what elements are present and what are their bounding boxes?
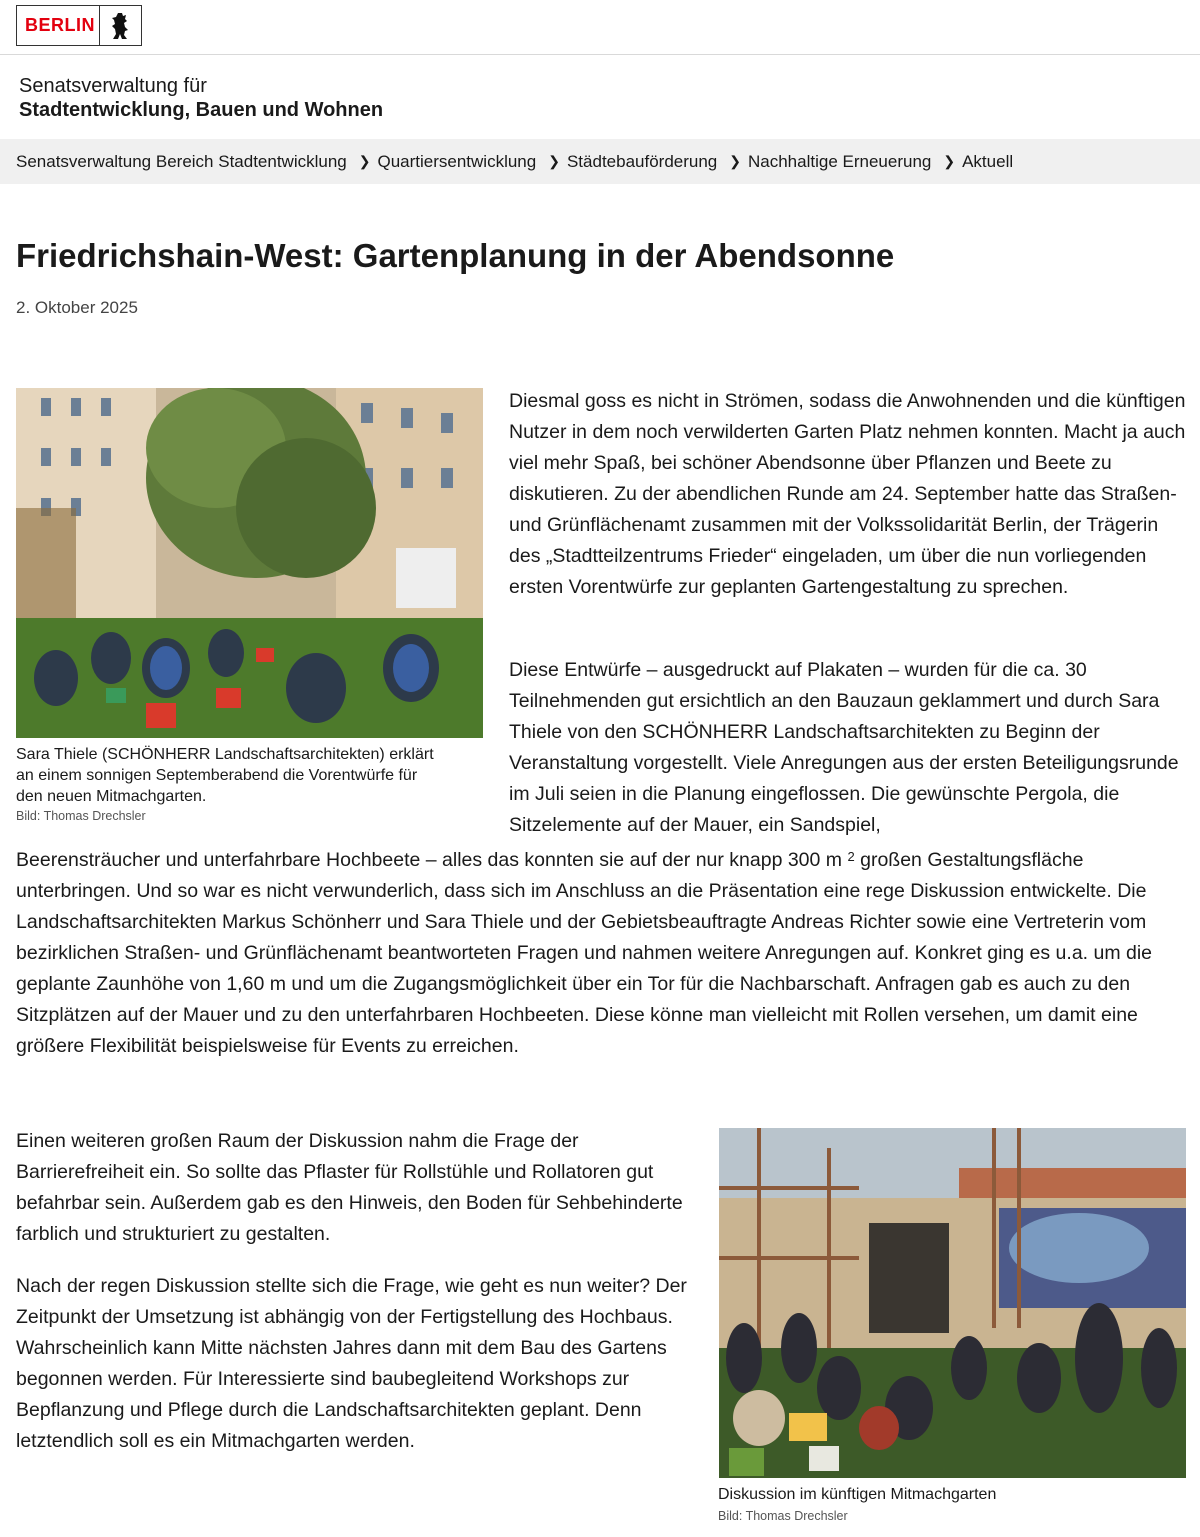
- article-paragraph: [509, 655, 1189, 841]
- berlin-bear-icon: [99, 6, 141, 45]
- breadcrumb-item[interactable]: [717, 152, 931, 172]
- breadcrumb-label: Senatsverwaltung Bereich Stadtentwicklung: [16, 151, 347, 171]
- discussion-photo[interactable]: [719, 1128, 1186, 1478]
- chevron-right-icon: ❯: [729, 153, 741, 169]
- paragraph-3: Einen weiteren großen Raum der Diskussion nahm die Frage der Barrierefreiheit ein. So sollte das Pflaster für Rollstühle und Rollatoren gut befahrbar sein. Außerdem gab es den Hinweis, den Boden für Sehbehinderte farblich und strukturiert zu gestalten.: [16, 1130, 683, 1245]
- paragraph-2-top: Diese Entwürfe – ausgedruckt auf Plakaten – wurden für die ca. 30 Teilnehmenden gut ersichtlich an den Bauzaun geklammert und durch Sara Thiele von den SCHÖNHERR Landschaftsarchitekten zu Beginn der Veranstaltung vorgestellt. Viele Anregungen aus der ersten Beteiligungsrunde im Juli seien in die Planung eingeflossen. Die gewünschte Pergola, die Sitzelemente auf der Mauer, ein Sandspiel,: [509, 659, 1179, 836]
- paragraph-2-bottom: [16, 845, 1188, 1062]
- breadcrumb-item[interactable]: [931, 152, 1013, 172]
- publish-date: 2. Oktober 2025: [16, 298, 138, 317]
- breadcrumb-label: Städtebauförderung: [566, 151, 718, 171]
- text-span: großen Gestaltungsfläche unterbringen. Und so war es nicht verwunderlich, dass sich im Anschluss an die Präsentation eine rege Diskussion entwickelte. Die Landschaftsarchitekten Markus Schönherr und Sara Thiele und der Gebietsbeauftragte Andreas Richter sowie eine Vertreterin vom bezirklichen Straßen- und Grünflächenamt beantworteten Fragen und nahmen weitere Anregungen auf. Konkret ging es u.a. um die geplante Zaunhöhe von 1,60 m und um die Zugangsmöglichkeit über ein Tor für die Nachbarschaft. Anfragen gab es auch zu den Sitzplätzen auf der Mauer und zu den unterfahrbaren Hochbeeten. Diese könne man vielleicht mit Rollen versehen, um damit eine größere Flexibilität beispielsweise für Events zu erreichen.: [16, 849, 1153, 1057]
- breadcrumb-label: Nachhaltige Erneuerung: [748, 151, 932, 171]
- logo-text: BERLIN: [25, 15, 95, 35]
- breadcrumb-item[interactable]: [347, 152, 536, 172]
- photo-caption: Diskussion im künftigen Mitmachgarten: [718, 1486, 997, 1503]
- department-line2: Stadtentwicklung, Bauen und Wohnen: [19, 99, 384, 121]
- breadcrumb-item[interactable]: [16, 152, 347, 172]
- page-title: Friedrichshain-West: Gartenplanung in der Abendsonne: [16, 237, 895, 274]
- breadcrumb-item[interactable]: [536, 152, 717, 172]
- breadcrumb: [0, 139, 1200, 184]
- photo-credit: Bild: Thomas Drechsler: [718, 1509, 848, 1523]
- garden-meeting-photo[interactable]: [16, 388, 483, 738]
- article-paragraph: [16, 845, 1188, 1062]
- department-line1: Senatsverwaltung für: [19, 75, 207, 97]
- paragraph-4: Nach der regen Diskussion stellte sich die Frage, wie geht es nun weiter? Der Zeitpunkt der Umsetzung ist abhängig von der Fertigstellung des Hochbaus. Wahrscheinlich kann Mitte nächsten Jahres dann mit dem Bau des Gartens begonnen werden. Für Interessierte sind baubegleitend Workshops zur Bepflanzung und Pflege durch die Landschaftsarchitekten geplant. Denn letztendlich soll es ein Mitmachgarten werden.: [16, 1275, 687, 1452]
- paragraph-1: Diesmal goss es nicht in Strömen, sodass die Anwohnenden und die künftigen Nutzer in dem noch verwilderten Garten Platz nehmen konnten. Macht ja auch viel mehr Spaß, bei schöner Abendsonne über Pflanzen und Beete zu diskutieren. Zu der abendlichen Runde am 24. September hatte das Straßen- und Grünflächenamt zusammen mit der Volkssolidarität Berlin, der Trägerin des „Stadtteilzentrums Frieder“ eingeladen, um über die nun vorliegenden ersten Vorentwürfe zur geplanten Gartengestaltung zu sprechen.: [509, 390, 1186, 598]
- photo-caption: Sara Thiele (SCHÖNHERR Landschaftsarchitekten) erklärt an einem sonnigen Septemberabend die Vorentwürfe für den neuen Mitmachgarten.: [16, 746, 434, 805]
- chevron-right-icon: ❯: [548, 153, 560, 169]
- photo-credit: Bild: Thomas Drechsler: [16, 809, 146, 823]
- article-paragraph: [16, 1126, 701, 1250]
- superscript: 2: [847, 849, 855, 864]
- article-paragraph: [509, 386, 1189, 603]
- chevron-right-icon: ❯: [943, 153, 956, 169]
- text-span: Beerensträucher und unterfahrbare Hochbeete – alles das konnten sie auf der nur knapp 300 m: [16, 849, 843, 871]
- top-bar: [0, 0, 1200, 55]
- article-paragraph: [16, 1271, 701, 1457]
- chevron-right-icon: ❯: [358, 153, 371, 169]
- department-name[interactable]: [19, 74, 383, 122]
- breadcrumb-label: Aktuell: [962, 151, 1014, 171]
- berlin-logo[interactable]: [16, 5, 142, 46]
- breadcrumb-label: Quartiersentwicklung: [377, 151, 537, 171]
